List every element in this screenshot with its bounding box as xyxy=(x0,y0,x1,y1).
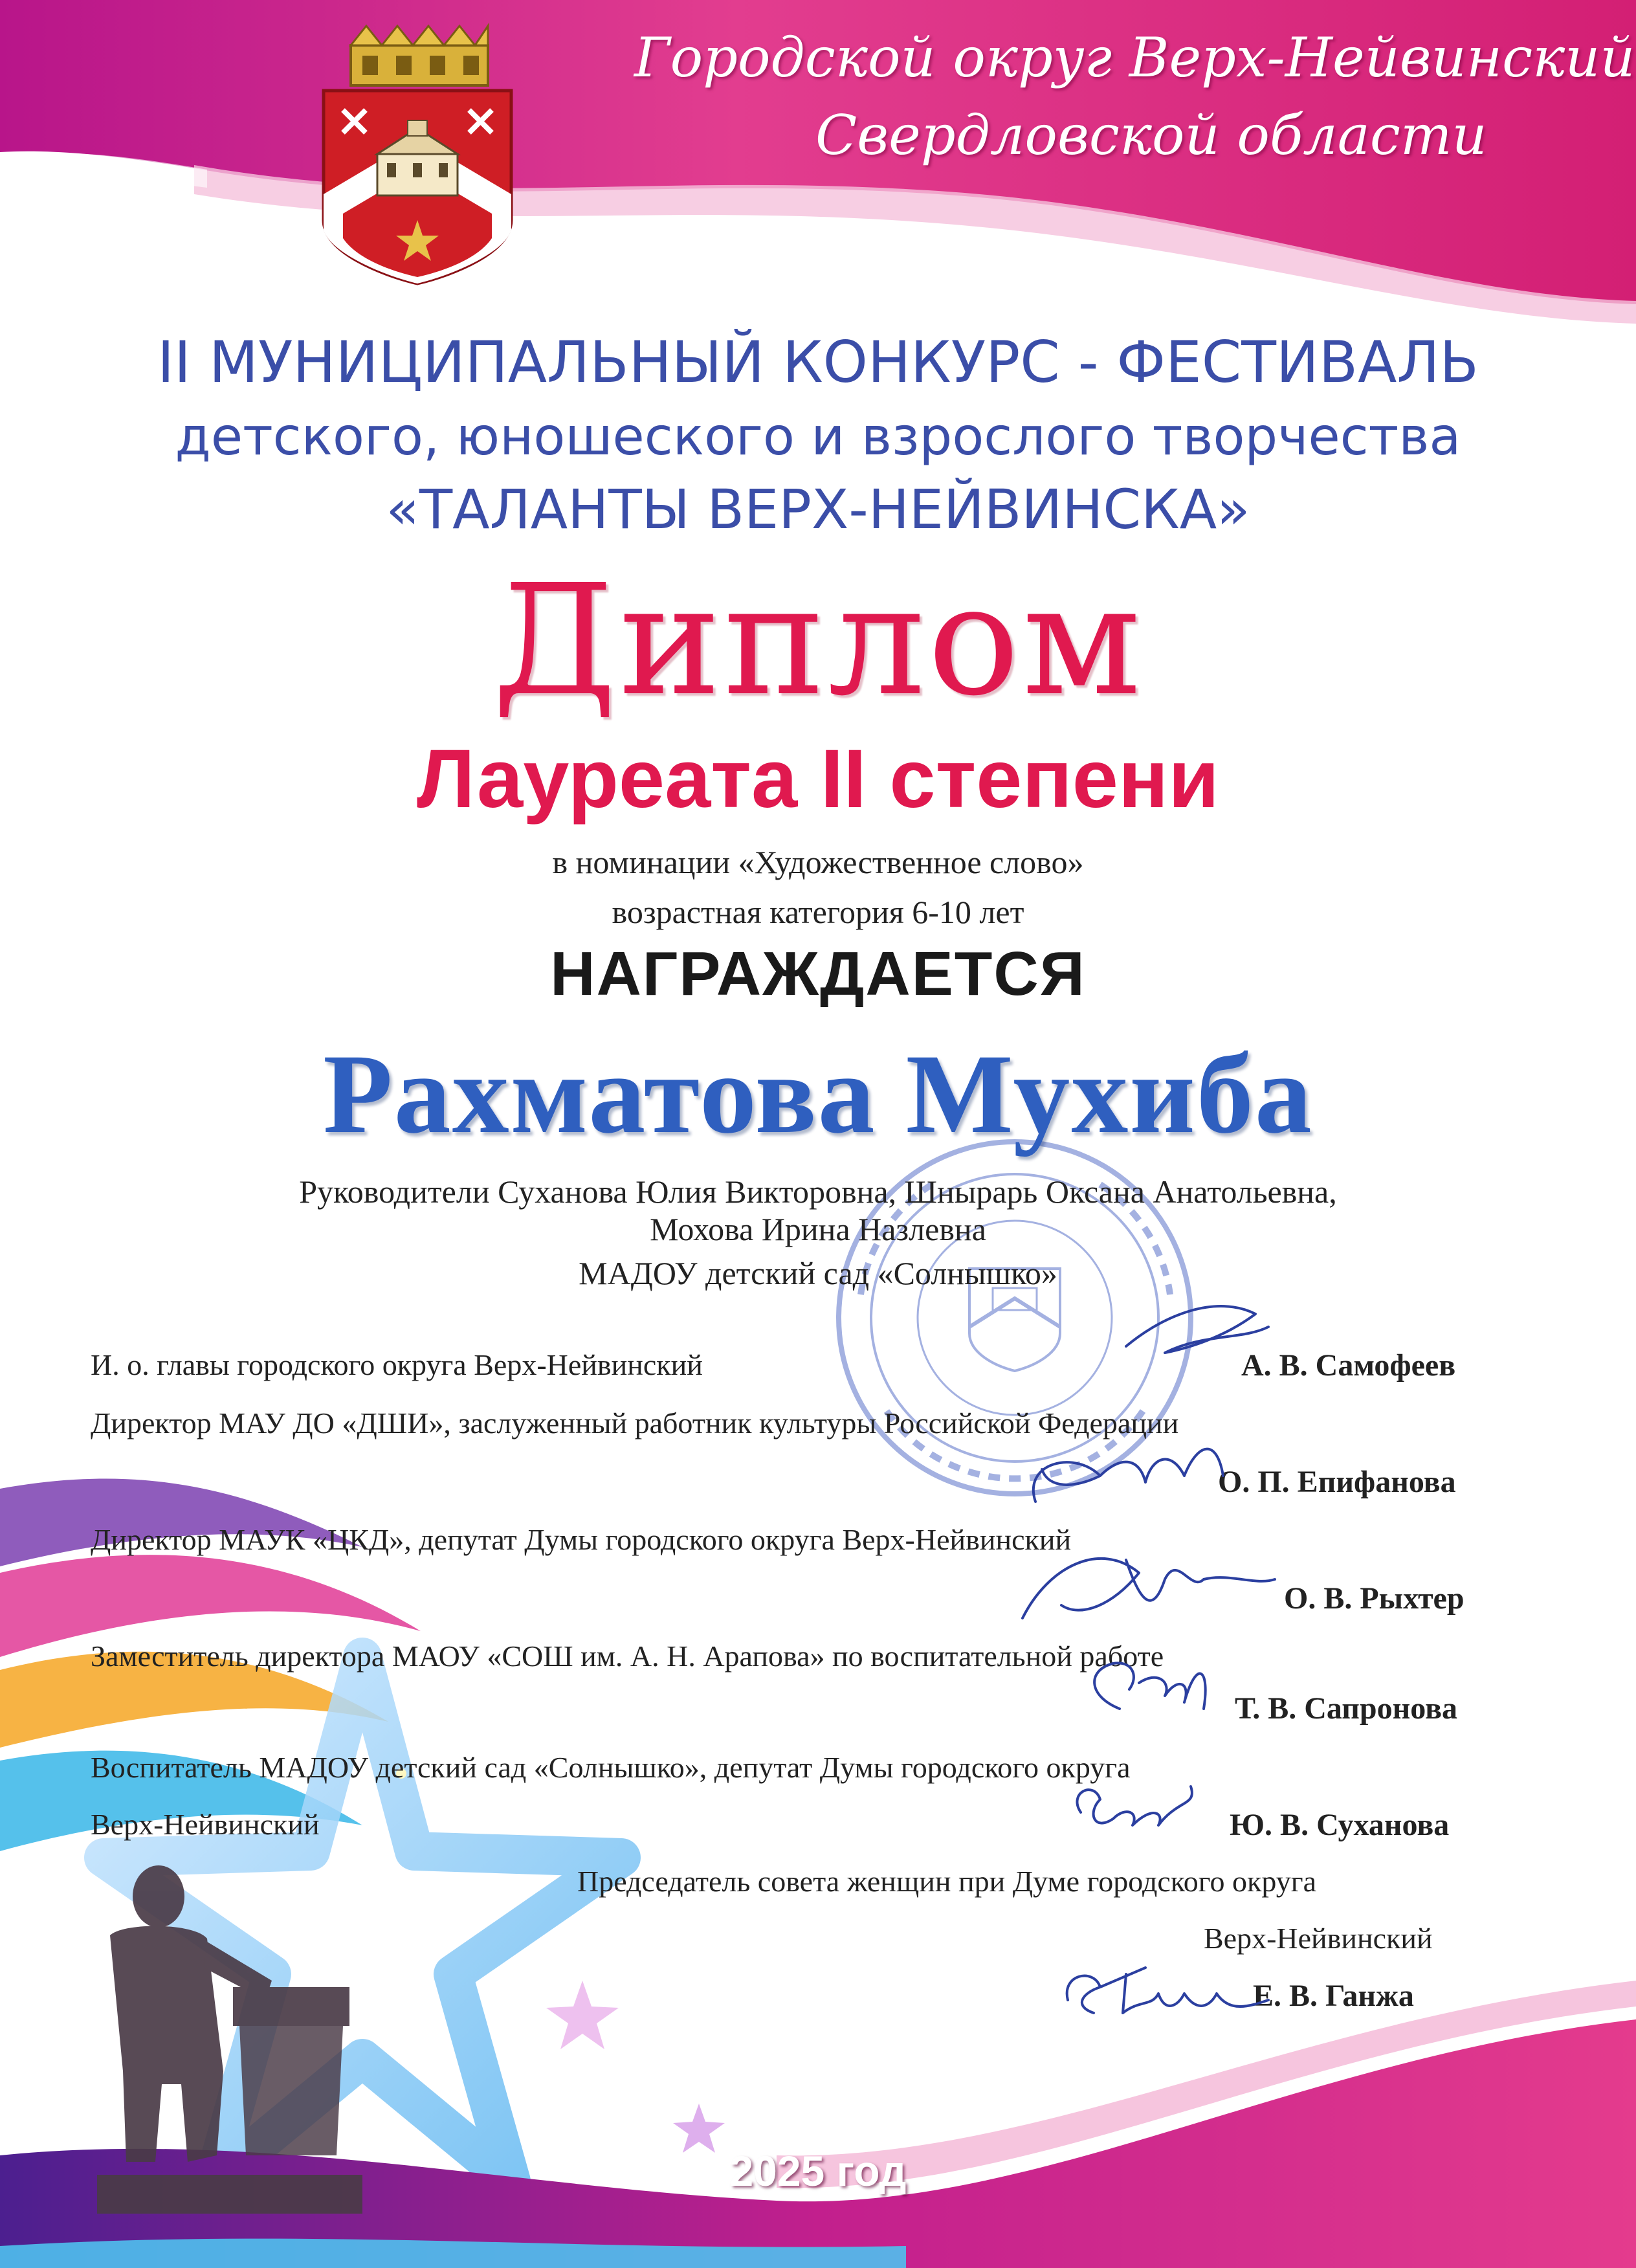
age-category: возрастная категория 6-10 лет xyxy=(612,894,1024,930)
contest-name: «ТАЛАНТЫ ВЕРХ-НЕЙВИНСКА» xyxy=(386,478,1250,541)
awarded-label: НАГРАЖДАЕТСЯ xyxy=(550,939,1086,1008)
signatory-5-name: Ю. В. Суханова xyxy=(1230,1808,1450,1842)
signatory-4-position: Заместитель директора МАОУ «СОШ им. А. Н. Арапова» по воспитательной работе xyxy=(91,1640,1164,1673)
signatory-6-position-line2: Верх-Нейвинский xyxy=(1204,1922,1433,1955)
header-municipality: Городской округ Верх-Нейвинский xyxy=(634,26,1635,89)
signature-ganzha xyxy=(1067,1968,1268,2013)
signature-sukhanova xyxy=(1077,1786,1191,1825)
signature-rykhter xyxy=(1022,1559,1275,1618)
signatory-5-position: Воспитатель МАДОУ детский сад «Солнышко», депутат Думы городского округа xyxy=(91,1751,1131,1784)
laureate-degree: Лауреата II степени xyxy=(417,733,1219,825)
signatory-1-name: А. В. Самофеев xyxy=(1241,1348,1456,1383)
institution: МАДОУ детский сад «Солнышко» xyxy=(579,1255,1057,1291)
signatory-2-name: О. П. Епифанова xyxy=(1218,1465,1456,1499)
header-region: Свердловской области xyxy=(815,104,1487,167)
signatory-6-position: Председатель совета женщин при Думе городского округа xyxy=(577,1865,1317,1898)
awardee-name: Рахматова Мухиба xyxy=(323,1031,1313,1157)
diploma-title: Диплом xyxy=(492,551,1144,729)
contest-subtitle: детского, юношеского и взрослого творчества xyxy=(175,406,1461,467)
signatory-6-name: Е. В. Ганжа xyxy=(1253,1979,1414,2013)
footer-year: 2025 год xyxy=(729,2147,907,2195)
contest-title: II МУНИЦИПАЛЬНЫЙ КОНКУРС - ФЕСТИВАЛЬ xyxy=(157,329,1479,395)
nomination: в номинации «Художественное слово» xyxy=(552,844,1084,880)
signature-sapronova xyxy=(1094,1663,1206,1709)
signatory-5-position-line2: Верх-Нейвинский xyxy=(91,1808,320,1841)
signature-epifanova xyxy=(1034,1449,1223,1502)
signatory-3-position: Директор МАУК «ЦКД», депутат Думы городского округа Верх-Нейвинский xyxy=(91,1523,1072,1556)
supervisors-line-2: Мохова Ирина Назлевна xyxy=(650,1211,986,1247)
signature-samofeev xyxy=(1126,1306,1268,1353)
signatory-2-position: Директор МАУ ДО «ДШИ», заслуженный работник культуры Российской Федерации xyxy=(91,1406,1179,1440)
supervisors-line-1: Руководители Суханова Юлия Викторовна, Шнырарь Оксана Анатольевна, xyxy=(299,1173,1337,1210)
signatory-4-name: Т. В. Сапронова xyxy=(1235,1691,1457,1726)
signatory-1-position: И. о. главы городского округа Верх-Нейвинский xyxy=(91,1348,703,1381)
signatory-3-name: О. В. Рыхтер xyxy=(1284,1581,1465,1616)
